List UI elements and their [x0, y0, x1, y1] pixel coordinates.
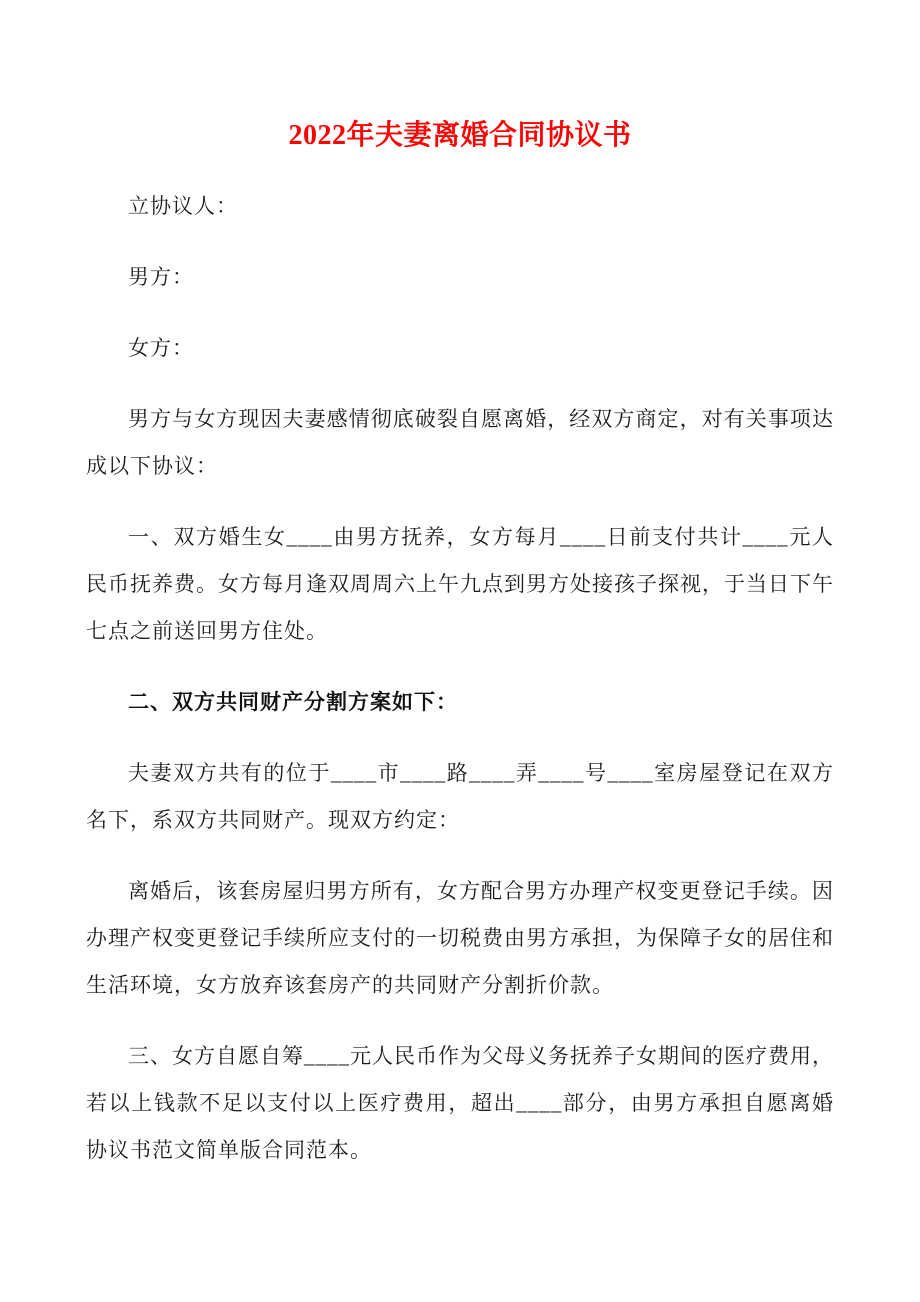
paragraph: 女方： [128, 336, 194, 360]
document-body [86, 183, 834, 1174]
paragraph: 男方与女方现因夫妻感情彻底破裂自愿离婚，经双方商定，对有关事项达成以下协议： [86, 407, 834, 478]
paragraph: 三、女方自愿自筹____元人民币作为父母义务抚养子女期间的医疗费用，若以上钱款不足以支付以上医疗费用，超出____部分，由男方承担自愿离婚协议书范文简单版合同范本。 [86, 1044, 834, 1162]
paragraph: 立协议人： [128, 194, 238, 218]
paragraph: 一、双方婚生女____由男方抚养，女方每月____日前支付共计____元人民币抚养费。女方每月逢双周周六上午九点到男方处接孩子探视，于当日下午七点之前送回男方住处。 [86, 525, 834, 643]
paragraph: 男方： [128, 265, 194, 289]
paragraph: 离婚后，该套房屋归男方所有，女方配合男方办理产权变更登记手续。因办理产权变更登记手续所应支付的一切税费由男方承担，为保障子女的居住和生活环境，女方放弃该套房产的共同财产分割折价款。 [86, 879, 834, 997]
document-title: 2022年夫妻离婚合同协议书 [288, 120, 632, 151]
paragraph: 夫妻双方共有的位于____市____路____弄____号____室房屋登记在双方名下，系双方共同财产。现双方约定： [86, 761, 834, 832]
section-heading: 二、双方共同财产分割方案如下： [128, 690, 458, 714]
